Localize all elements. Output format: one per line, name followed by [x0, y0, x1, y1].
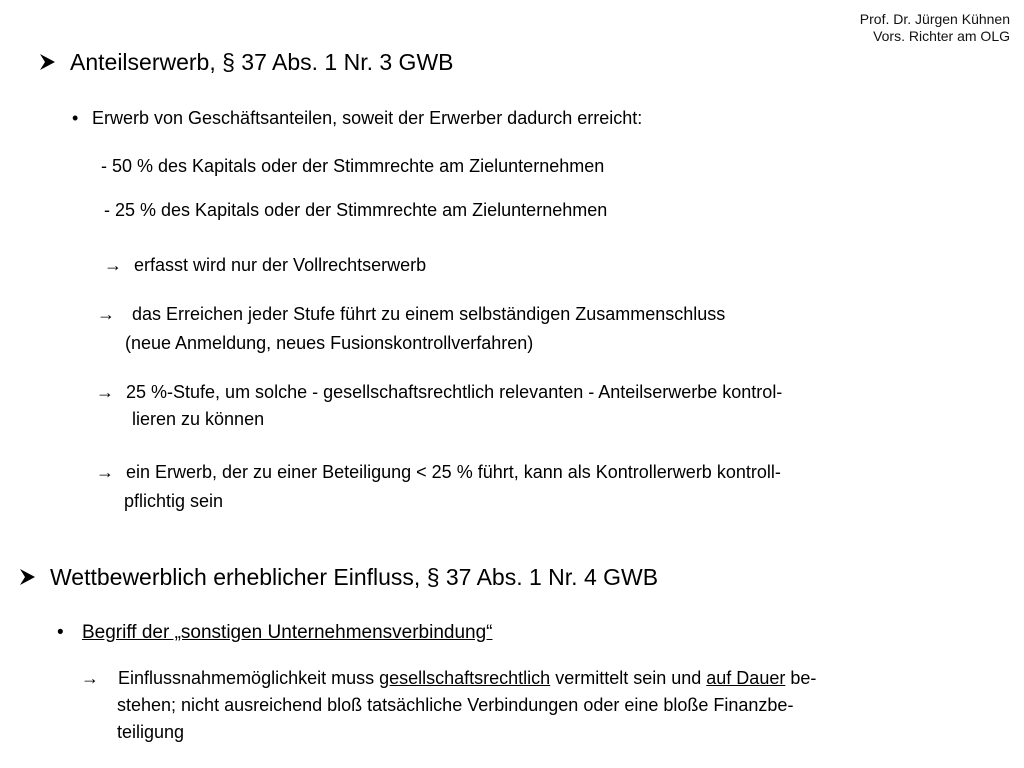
arrow-item-4-text: ein Erwerb, der zu einer Beteiligung < 25 % führt, kann als Kontrollerwerb kontroll-	[126, 462, 781, 482]
arrow-item-4-continuation: pflichtig sein	[124, 491, 224, 511]
section2-bullet-text: Begriff der „sonstigen Unternehmensverbindung“	[82, 622, 493, 643]
arrow-item-3	[96, 381, 782, 404]
section2-arrow-continuation-1: stehen; nicht ausreichend bloß tatsächliche Verbindungen oder eine bloße Finanzbe-	[117, 695, 794, 715]
arrow-item-2-continuation: (neue Anmeldung, neues Fusionskontrollverfahren)	[125, 333, 534, 353]
author-name: Prof. Dr. Jürgen Kühnen	[859, 11, 1010, 27]
bullet-dot-icon: •	[72, 108, 79, 128]
section2-arrow-item	[81, 667, 816, 690]
arrow-item-1-text: erfasst wird nur der Vollrechtserwerb	[134, 255, 427, 275]
section2-arrow-text-part1: Einflussnahmemöglichkeit muss	[118, 668, 380, 688]
bullet-dot-icon: •	[57, 622, 64, 643]
arrowhead-bullet-icon	[18, 568, 36, 586]
underlined-term-gesellschaftsrechtlich: gesellschaftsrechtlich	[379, 668, 551, 688]
arrow-item-1	[104, 254, 426, 277]
right-arrow-icon: →	[96, 382, 114, 402]
arrow-item-2	[97, 303, 725, 326]
underlined-term-auf-dauer: auf Dauer	[706, 668, 786, 688]
section2-heading	[18, 563, 658, 591]
author-block	[860, 11, 1010, 45]
right-arrow-icon: →	[81, 668, 99, 688]
section2-heading-text: Wettbewerblich erheblicher Einfluss, § 37 Abs. 1 Nr. 4 GWB	[50, 564, 659, 590]
section2-arrow-continuation-2: teiligung	[117, 722, 185, 742]
section1-heading	[38, 48, 454, 76]
arrowhead-bullet-icon	[38, 53, 56, 71]
arrow-item-4	[96, 461, 781, 484]
arrow-item-3-continuation: lieren zu können	[132, 409, 265, 429]
right-arrow-icon: →	[97, 304, 115, 324]
section2-arrow-text-part3: be-	[785, 668, 817, 688]
arrow-item-2-text: das Erreichen jeder Stufe führt zu einem selbständigen Zusammenschluss	[132, 304, 726, 324]
section1-bullet	[72, 107, 642, 130]
section1-bullet-text: Erwerb von Geschäftsanteilen, soweit der Erwerber dadurch erreicht:	[92, 108, 643, 128]
arrow-item-3-text: 25 %-Stufe, um solche - gesellschaftsrechtlich relevanten - Anteilserwerbe kontrol-	[126, 382, 783, 402]
dash-item-50: - 50 % des Kapitals oder der Stimmrechte am Zielunternehmen	[101, 156, 605, 176]
right-arrow-icon: →	[104, 255, 122, 275]
section1-heading-text: Anteilserwerb, § 37 Abs. 1 Nr. 3 GWB	[70, 49, 454, 75]
dash-item-25: - 25 % des Kapitals oder der Stimmrechte am Zielunternehmen	[104, 200, 608, 220]
section2-arrow-text-part2: vermittelt sein und	[550, 668, 707, 688]
author-title: Vors. Richter am OLG	[873, 28, 1010, 44]
right-arrow-icon: →	[96, 462, 114, 482]
section2-bullet	[57, 621, 493, 645]
